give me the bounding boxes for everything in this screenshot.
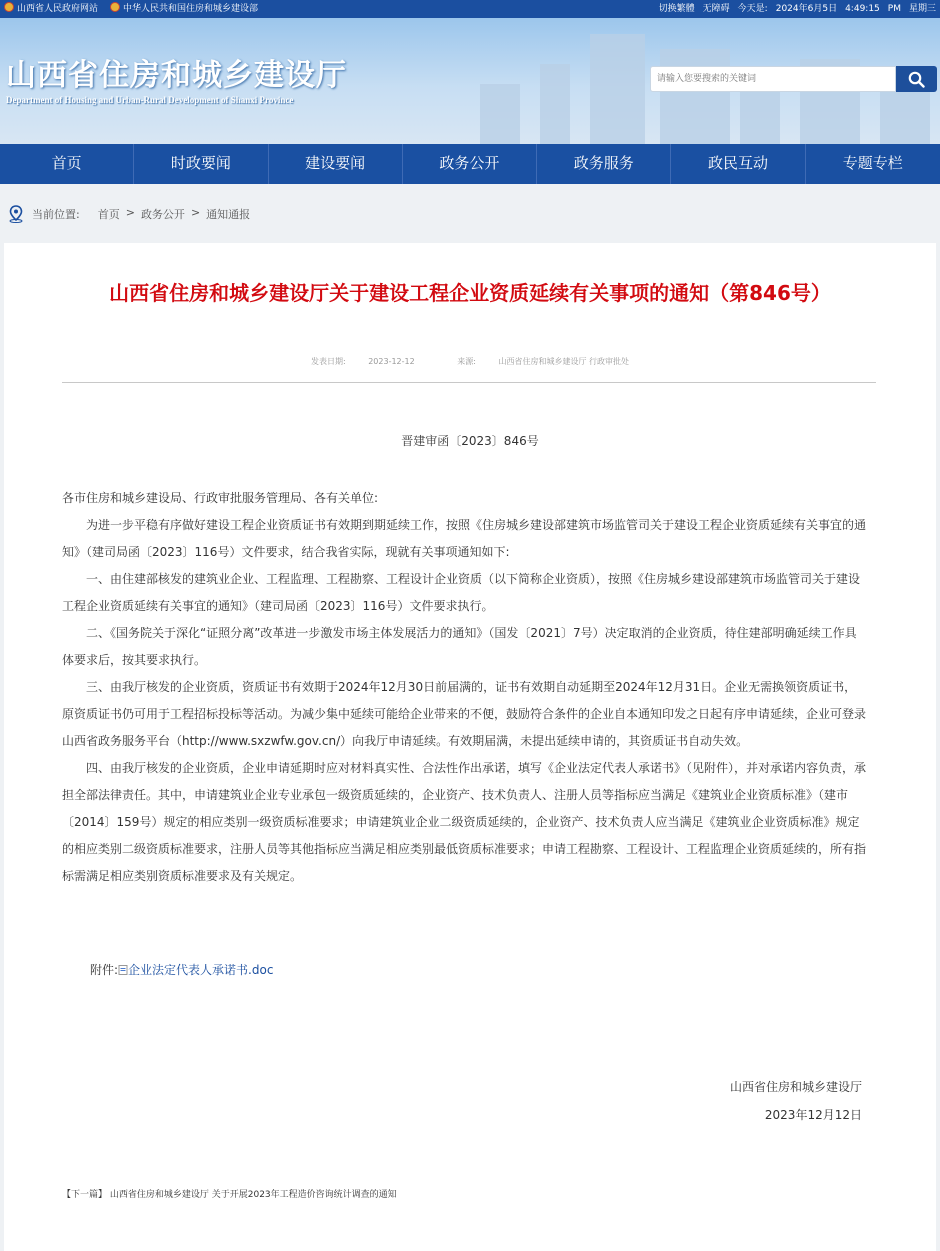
ampm-text: PM — [887, 4, 901, 14]
breadcrumb-label: 当前位置: — [32, 208, 80, 221]
paragraph: 为进一步平稳有序做好建设工程企业资质证书有效期到期延续工作，按照《住房城乡建设部建筑市场监管司关于建设工程企业资质延续有关事宜的通知》（建司局函〔2023〕116号）文件要求，结合我省实际，现就有关事项通知如下: — [62, 518, 867, 559]
article-title: 山西省住房和城乡建设厅关于建设工程企业资质延续有关事项的通知（第846号） — [109, 281, 831, 305]
article-meta — [4, 356, 936, 367]
addressee: 各市住房和城乡建设局、行政审批服务管理局、各有关单位: — [62, 491, 379, 505]
signature — [730, 1073, 862, 1129]
publish-date: 2023-12-12 — [368, 357, 415, 366]
location-pin-icon — [8, 205, 24, 223]
nav-item-topics[interactable]: 专题专栏 — [842, 154, 903, 172]
nav-item-gov-service[interactable]: 政务服务 — [537, 144, 671, 184]
next-article-link[interactable]: 山西省住房和城乡建设厅 关于开展2023年工程造价咨询统计调查的通知 — [109, 1190, 397, 1200]
gov-link[interactable]: 山西省人民政府网站 — [4, 0, 98, 18]
nav-item-construction-news[interactable]: 建设要闻 — [269, 144, 403, 184]
breadcrumb-sep: > — [190, 206, 201, 219]
next-article — [62, 1187, 397, 1200]
signer: 山西省住房和城乡建设厅 — [729, 1080, 862, 1094]
paragraph: 一、由住建部核发的建筑业企业、工程监理、工程勘察、工程设计企业资质（以下简称企业资质），按照《住房城乡建设部建筑市场监管司关于建设工程企业资质延续有关事宜的通知》（建司局函〔2023〕116号）文件要求执行。 — [62, 572, 861, 613]
divider — [62, 382, 876, 383]
date-label: 发表日期: — [310, 357, 346, 366]
attachment-link[interactable]: 企业法定代表人承诺书.doc — [128, 963, 274, 977]
date-text: 2024年6月5日 — [775, 4, 838, 14]
breadcrumb-gov-info[interactable]: 政务公开 — [140, 208, 185, 221]
search-icon — [908, 71, 925, 88]
search-button[interactable] — [896, 66, 937, 92]
nav-item-interaction[interactable]: 政民互动 — [671, 144, 805, 184]
mohurd-link[interactable]: 中华人民共和国住房和城乡建设部 — [110, 0, 258, 18]
weekday-text: 星期三 — [908, 4, 936, 14]
national-emblem-icon — [110, 2, 120, 12]
sign-date: 2023年12月12日 — [764, 1108, 862, 1122]
paragraph: 三、由我厅核发的企业资质，资质证书有效期于2024年12月30日前届满的，证书有效期自动延期至2024年12月31日。企业无需换领资质证书，原资质证书仍可用于工程招标投标等活动。为减少集中延续可能给企业带来的不便，鼓励符合条件的企业自本通知印发之日起有序申请延续，企业可登录山西省政务服务平台（http://www.sxzwfw.gov.cn/）向我厅申请延续。有效期届满，未提出延续申请的，其资质证书自动失效。 — [62, 680, 867, 748]
breadcrumb-sep: > — [125, 206, 135, 219]
next-label: 【下一篇】 — [62, 1190, 108, 1200]
doc-file-icon — [118, 965, 128, 975]
national-emblem-icon — [4, 2, 14, 12]
attachment — [90, 961, 273, 978]
article-panel — [4, 243, 936, 1251]
search-input[interactable] — [650, 66, 896, 92]
header-banner — [0, 18, 940, 144]
nav-item-news[interactable]: 时政要闻 — [134, 144, 268, 184]
paragraph: 二、《国务院关于深化“证照分离”改革进一步激发市场主体发展活力的通知》（国发〔2021〕7号）决定取消的企业资质，待住建部明确延续工作具体要求后，按其要求执行。 — [62, 626, 857, 667]
main-nav — [0, 144, 940, 184]
site-subtitle: Department of Housing and Urban-Rural Development of Shanxi Province — [6, 95, 294, 105]
attachment-label: 附件: — [90, 963, 119, 977]
paragraph: 四、由我厅核发的企业资质，企业申请延期时应对材料真实性、合法性作出承诺，填写《企业法定代表人承诺书》（见附件），并对承诺内容负责，承担全部法律责任。其中，申请建筑业企业专业承包一级资质延续的，企业资产、技术负责人、注册人员等指标应当满足《建筑业企业资质标准》（建市〔2014〕159号）规定的相应类别一级资质标准要求；申请建筑业企业二级资质延续的，企业资产、技术负责人应当满足《建筑业企业资质标准》规定的相应类别二级资质标准要求，注册人员等其他指标应当满足相应类别最低资质标准要求；申请工程勘察、工程设计、工程监理企业资质延续的，所有指标需满足相应类别资质标准要求及有关规定。 — [62, 761, 867, 883]
nav-item-home[interactable]: 首页 — [0, 144, 134, 184]
search-box — [650, 66, 937, 92]
source-text: 山西省住房和城乡建设厅 行政审批处 — [498, 357, 630, 366]
breadcrumb-home[interactable]: 首页 — [97, 208, 120, 221]
time-text: 4:49:15 — [845, 4, 880, 14]
switch-traditional-link[interactable]: 切换繁體 — [658, 4, 695, 14]
breadcrumb-notices[interactable]: 通知通报 — [206, 208, 251, 221]
today-label: 今天是: — [737, 4, 768, 14]
breadcrumb — [0, 196, 940, 230]
site-title: 山西省住房和城乡建设厅 — [6, 58, 347, 93]
document-number: 晋建审函〔2023〕846号 — [401, 434, 539, 448]
accessibility-link[interactable]: 无障碍 — [702, 4, 730, 14]
article-body — [62, 485, 866, 890]
top-bar — [0, 0, 940, 18]
source-label: 来源: — [457, 357, 476, 366]
nav-item-gov-info[interactable]: 政务公开 — [403, 144, 537, 184]
